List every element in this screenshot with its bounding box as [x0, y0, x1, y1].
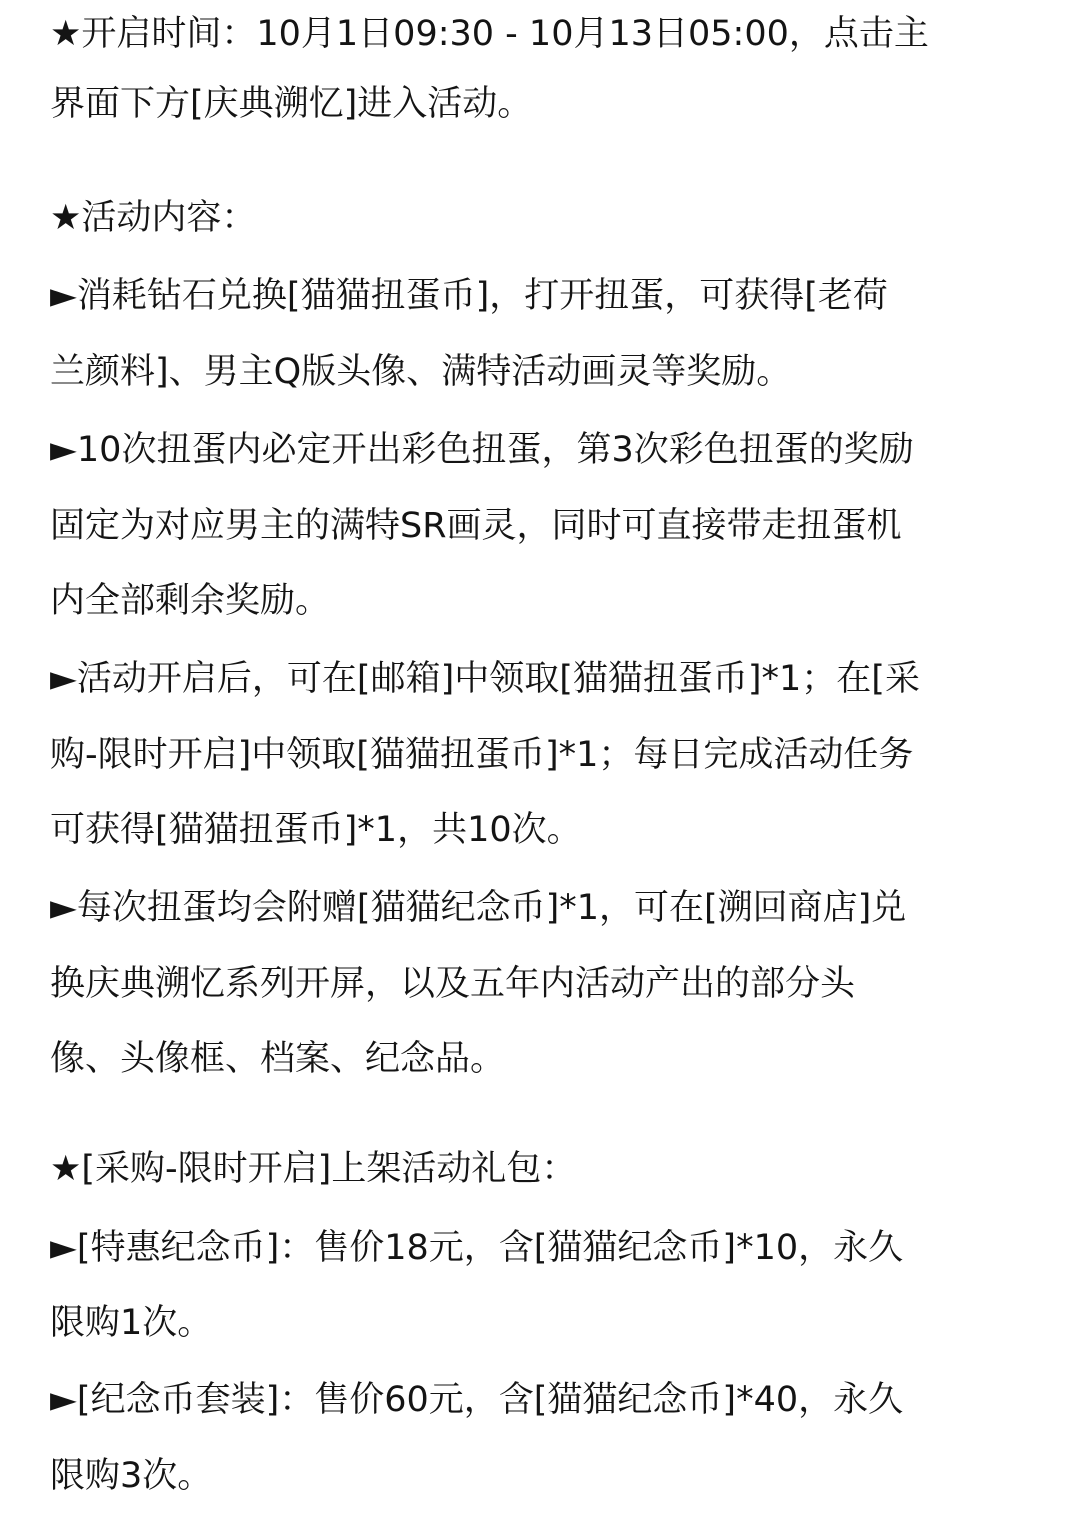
packs-heading: ★[采购-限时开启]上架活动礼包：: [50, 1149, 577, 1189]
pack-2-line-2: 限购3次。: [50, 1456, 213, 1496]
content-heading: ★活动内容：: [50, 198, 257, 238]
content-item-1-line-2: 兰颜料]、男主Q版头像、满特活动画灵等奖励。: [50, 352, 792, 392]
pack-2-line-1: ►[纪念币套装]：售价60元，含[猫猫纪念币]*40，永久: [50, 1380, 904, 1420]
content-item-3-line-2: 购-限时开启]中领取[猫猫扭蛋币]*1；每日完成活动任务: [50, 735, 914, 775]
content-item-2-line-2: 固定为对应男主的满特SR画灵，同时可直接带走扭蛋机: [50, 506, 902, 546]
content-item-2-line-3: 内全部剩余奖励。: [50, 581, 331, 621]
pack-1-line-2: 限购1次。: [50, 1303, 213, 1343]
content-item-3-line-1: ►活动开启后，可在[邮箱]中领取[猫猫扭蛋币]*1；在[采: [50, 659, 920, 699]
content-item-4-line-3: 像、头像框、档案、纪念品。: [50, 1039, 506, 1079]
content-item-2-line-1: ►10次扭蛋内必定开出彩色扭蛋，第3次彩色扭蛋的奖励: [50, 430, 914, 470]
content-item-4-line-2: 换庆典溯忆系列开屏，以及五年内活动产出的部分头: [50, 964, 856, 1004]
pack-1-line-1: ►[特惠纪念币]：售价18元，含[猫猫纪念币]*10，永久: [50, 1228, 904, 1268]
content-item-4-line-1: ►每次扭蛋均会附赠[猫猫纪念币]*1，可在[溯回商店]兑: [50, 888, 907, 928]
content-item-1-line-1: ►消耗钻石兑换[猫猫扭蛋币]，打开扭蛋，可获得[老荷: [50, 276, 888, 316]
time-line-1: ★开启时间：10月1日09:30 - 10月13日05:00，点击主: [50, 14, 929, 54]
time-line-2: 界面下方[庆典溯忆]进入活动。: [50, 84, 533, 124]
content-item-3-line-3: 可获得[猫猫扭蛋币]*1，共10次。: [50, 810, 582, 850]
